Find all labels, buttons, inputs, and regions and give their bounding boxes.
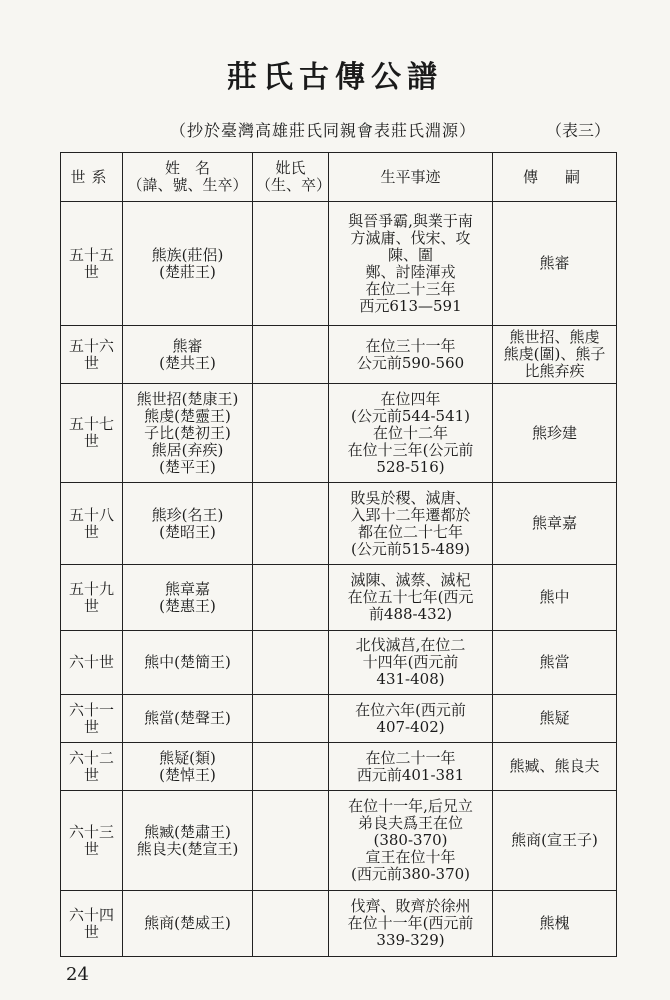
cell-mother (253, 384, 329, 483)
table-row (61, 326, 617, 384)
cell-mother (253, 695, 329, 743)
table-row (61, 483, 617, 565)
cell-mother (253, 202, 329, 326)
cell-life: 滅陳、滅蔡、滅杞 在位五十七年(西元 前488-432) (329, 565, 493, 631)
cell-name: 熊臧(楚肅王) 熊良夫(楚宣王) (123, 791, 253, 891)
cell-mother (253, 565, 329, 631)
cell-mother (253, 891, 329, 957)
table-row (61, 891, 617, 957)
header-mother: 妣氏 （生、卒） (253, 153, 329, 202)
cell-life: 在位二十一年 西元前401-381 (329, 743, 493, 791)
table-row (61, 695, 617, 743)
cell-mother (253, 631, 329, 695)
cell-life: 與晉爭霸,與業于南 方滅庸、伐宋、攻 陳、圍 鄭、討陸渾戎 在位二十三年 西元613—591 (329, 202, 493, 326)
header-life: 生平事迹 (329, 153, 493, 202)
page-number: 24 (66, 964, 89, 985)
cell-succession: 熊中 (493, 565, 617, 631)
cell-generation: 五十八 世 (61, 483, 123, 565)
cell-generation: 六十四 世 (61, 891, 123, 957)
cell-succession: 熊審 (493, 202, 617, 326)
subtitle: （抄於臺灣高雄莊氏同親會表莊氏淵源） (170, 121, 477, 140)
cell-succession: 熊當 (493, 631, 617, 695)
cell-name: 熊當(楚聲王) (123, 695, 253, 743)
cell-name: 熊珍(名王) (楚昭王) (123, 483, 253, 565)
cell-life: 敗吳於稷、滅唐、 入郢十二年遷都於 都在位二十七年 (公元前515-489) (329, 483, 493, 565)
cell-name: 熊中(楚簡王) (123, 631, 253, 695)
cell-name: 熊商(楚威王) (123, 891, 253, 957)
cell-life: 在位十一年,后兄立 弟良夫爲王在位 (380-370) 宣王在位十年 (西元前380-370) (329, 791, 493, 891)
cell-life: 在位四年 (公元前544-541) 在位十二年 在位十三年(公元前 528-516) (329, 384, 493, 483)
table-number: （表三） (546, 121, 611, 140)
header-succession: 傳 嗣 (493, 153, 617, 202)
cell-mother (253, 743, 329, 791)
cell-life: 在位三十一年 公元前590-560 (329, 326, 493, 384)
cell-life: 在位六年(西元前 407-402) (329, 695, 493, 743)
table-row (61, 631, 617, 695)
table-row (61, 384, 617, 483)
cell-generation: 六十二 世 (61, 743, 123, 791)
cell-life: 伐齊、敗齊於徐州 在位十一年(西元前 339-329) (329, 891, 493, 957)
cell-succession: 熊世招、熊虔 熊虔(圍)、熊子 比熊弃疾 (493, 326, 617, 384)
header-generation: 世系 (61, 153, 123, 202)
cell-generation: 五十九 世 (61, 565, 123, 631)
cell-name: 熊世招(楚康王) 熊虔(楚靈王) 子比(楚初王) 熊居(弃疾) (楚平王) (123, 384, 253, 483)
table-row (61, 565, 617, 631)
cell-generation: 六十三 世 (61, 791, 123, 891)
table-row (61, 743, 617, 791)
cell-generation: 六十一 世 (61, 695, 123, 743)
cell-succession: 熊臧、熊良夫 (493, 743, 617, 791)
cell-name: 熊疑(類) (楚悼王) (123, 743, 253, 791)
table-row (61, 791, 617, 891)
cell-name: 熊族(莊侶) (楚莊王) (123, 202, 253, 326)
cell-generation: 五十五 世 (61, 202, 123, 326)
cell-generation: 五十七 世 (61, 384, 123, 483)
table-row (61, 202, 617, 326)
cell-mother (253, 791, 329, 891)
cell-succession: 熊商(宣王子) (493, 791, 617, 891)
cell-succession: 熊章嘉 (493, 483, 617, 565)
cell-life: 北伐滅莒,在位二 十四年(西元前 431-408) (329, 631, 493, 695)
cell-mother (253, 483, 329, 565)
cell-name: 熊章嘉 (楚惠王) (123, 565, 253, 631)
page-title: 莊氏古傳公譜 (227, 60, 443, 95)
genealogy-table (60, 152, 617, 957)
cell-succession: 熊疑 (493, 695, 617, 743)
cell-name: 熊審 (楚共王) (123, 326, 253, 384)
cell-generation: 六十世 (61, 631, 123, 695)
cell-succession: 熊槐 (493, 891, 617, 957)
header-row (61, 153, 617, 202)
cell-mother (253, 326, 329, 384)
cell-generation: 五十六 世 (61, 326, 123, 384)
header-name: 姓 名 （諱、號、生卒） (123, 153, 253, 202)
cell-succession: 熊珍建 (493, 384, 617, 483)
